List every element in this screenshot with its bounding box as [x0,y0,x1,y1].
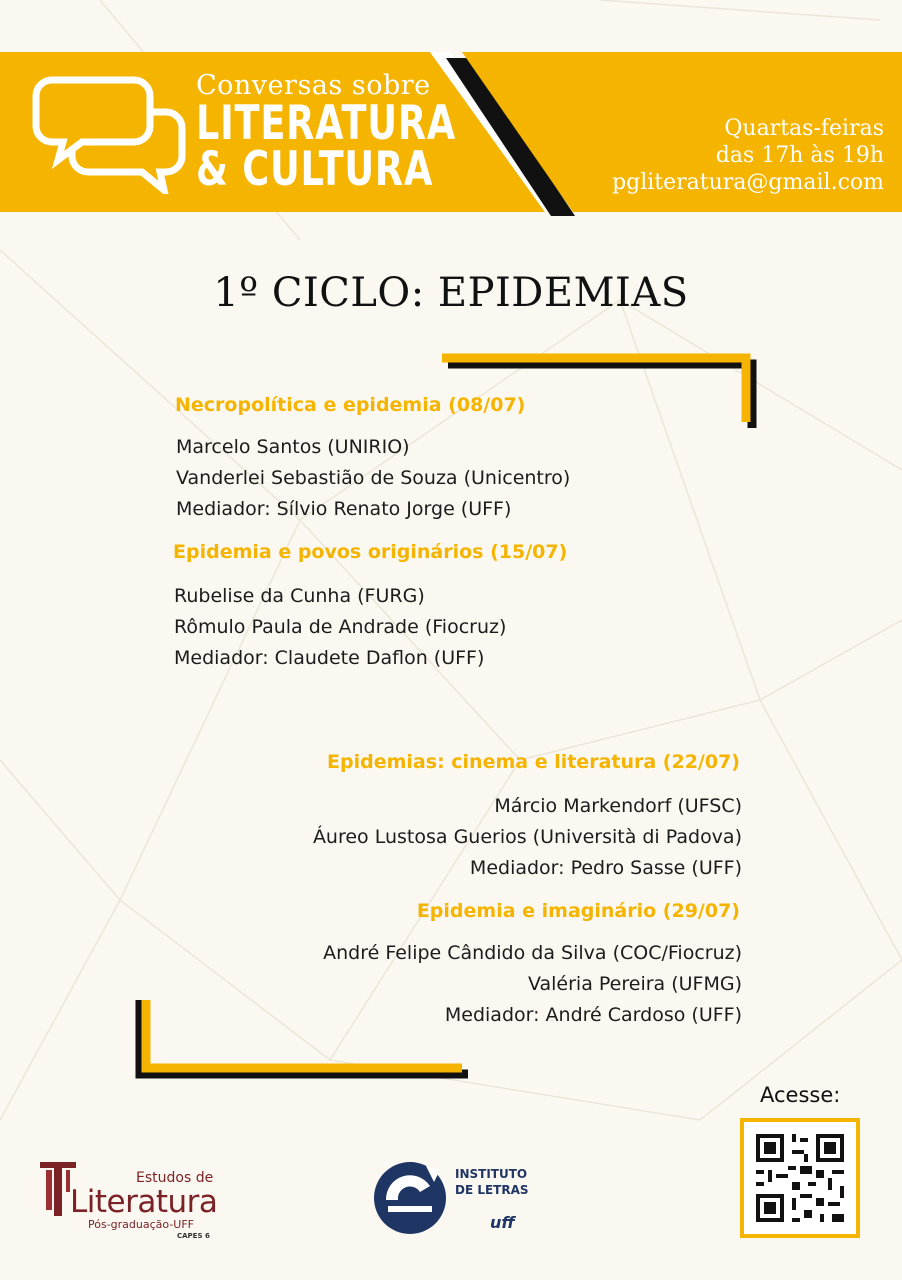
corner-bracket-bottom [128,998,473,1083]
schedule-line1: Quartas-feiras [724,116,884,141]
corner-bracket-top [440,350,770,430]
contact-email[interactable]: pgliteratura@gmail.com [612,170,884,195]
cycle-title: 1º CICLO: EPIDEMIAS [213,270,689,316]
instituto-letras-logo-icon [372,1160,448,1236]
logo-uff: uff [490,1213,515,1232]
session-title: Epidemia e povos originários (15/07) [173,541,568,563]
session-person: Rubelise da Cunha (FURG) [174,585,425,607]
logo-estudos-line1: Estudos de [136,1170,214,1186]
logo-estudos-line2: Literatura [70,1184,218,1220]
header-title-line1: LITERATURA [196,96,456,151]
logo-instituto-line2: DE LETRAS [455,1183,529,1197]
logo-estudos-line4: CAPES 6 [177,1232,210,1240]
session-person: Áureo Lustosa Guerios (Università di Padova) [312,826,742,848]
logo-estudos-line3: Pós-graduação-UFF [88,1218,195,1231]
session-title: Necropolítica e epidemia (08/07) [175,394,526,416]
session-mediator: Mediador: Sílvio Renato Jorge (UFF) [176,498,512,520]
qr-code-frame[interactable] [740,1118,860,1238]
schedule-line2: das 17h às 19h [715,143,884,168]
speech-bubbles-icon [30,72,190,194]
acesse-label: Acesse: [760,1083,841,1107]
session-person: Rômulo Paula de Andrade (Fiocruz) [174,616,507,638]
header-title-line2: & CULTURA [196,142,434,197]
session-mediator: Mediador: André Cardoso (UFF) [444,1004,742,1026]
session-title: Epidemias: cinema e literatura (22/07) [327,751,740,773]
header-title-small: Conversas sobre [196,70,431,101]
session-person: Valéria Pereira (UFMG) [527,973,742,995]
session-person: Márcio Markendorf (UFSC) [494,795,742,817]
logo-instituto-line1: INSTITUTO [455,1167,528,1181]
session-person: André Felipe Cândido da Silva (COC/Fiocruz) [323,942,742,964]
qr-code-icon[interactable] [744,1122,856,1234]
session-person: Vanderlei Sebastião de Souza (Unicentro) [176,467,571,489]
session-mediator: Mediador: Pedro Sasse (UFF) [469,857,742,879]
session-title: Epidemia e imaginário (29/07) [416,900,740,922]
session-mediator: Mediador: Claudete Daflon (UFF) [174,647,485,669]
session-person: Marcelo Santos (UNIRIO) [176,436,410,458]
